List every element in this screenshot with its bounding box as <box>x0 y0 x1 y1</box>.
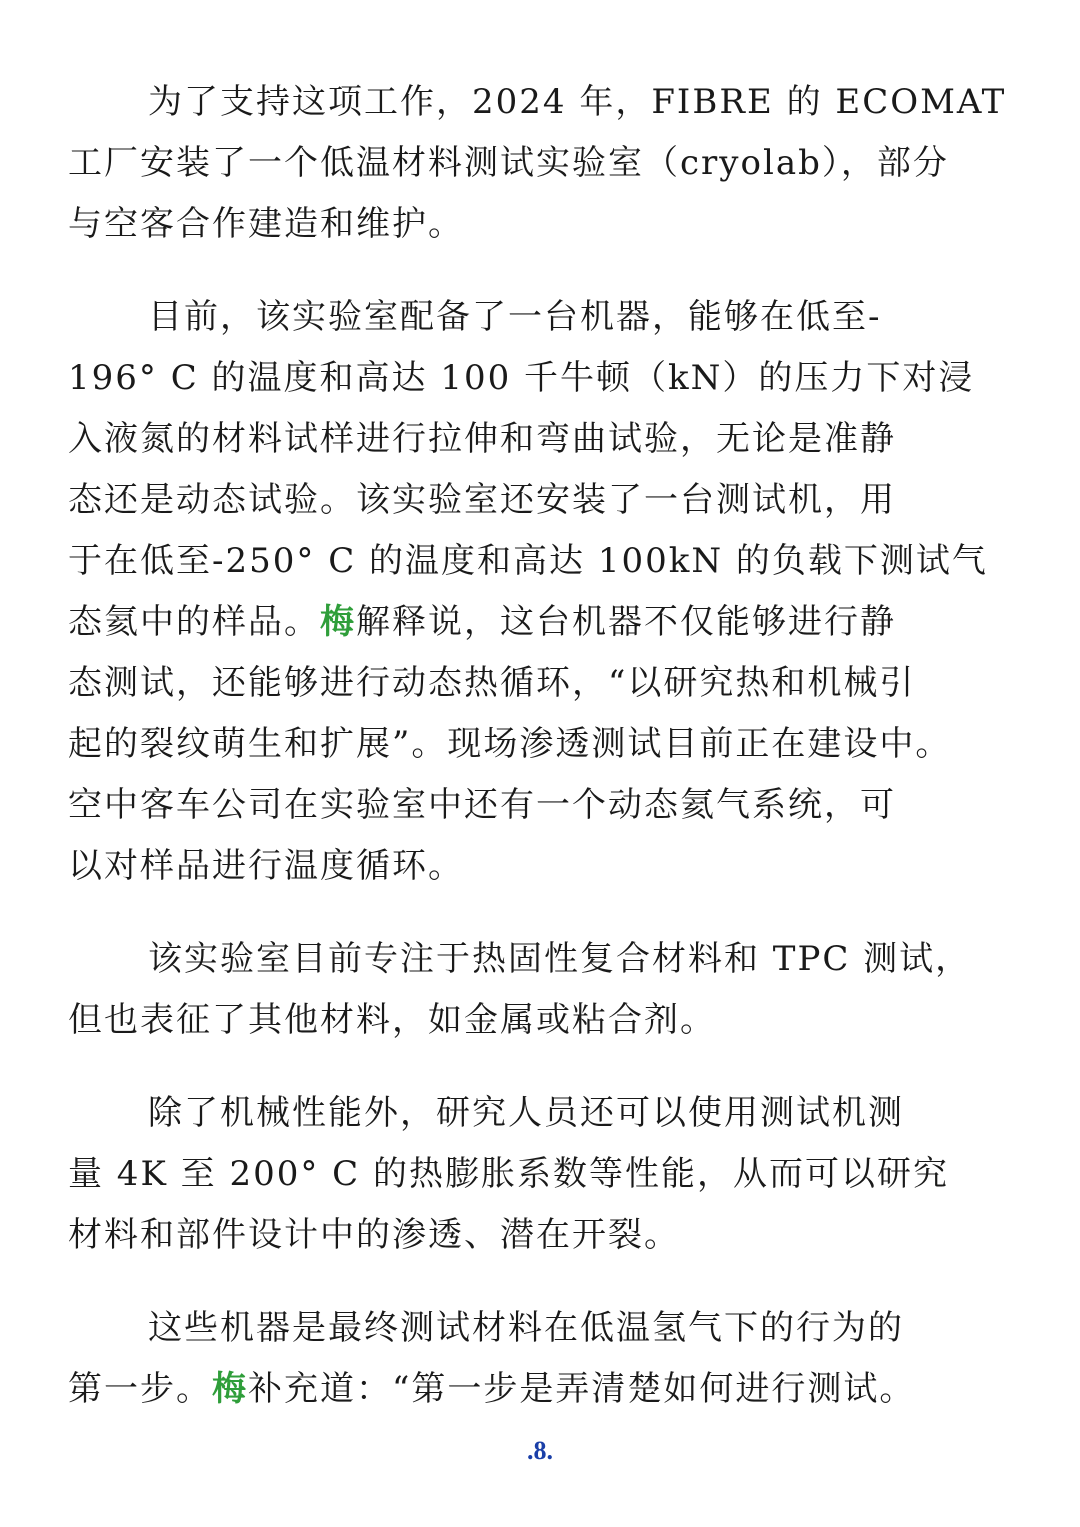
text-segment: 补充道：“第一步是弄清楚如何进行测试。 <box>248 1369 916 1409</box>
text-line: 空中客车公司在实验室中还有一个动态氦气系统，可 <box>68 785 896 825</box>
text-line: 这些机器是最终测试材料在低温氢气下的行为的 <box>148 1308 904 1348</box>
text-segment: 解释说，这台机器不仅能够进行静 <box>356 602 896 642</box>
paragraph-5 <box>68 1298 1016 1420</box>
text-line: 与空客合作建造和维护。 <box>68 204 464 244</box>
paragraph-3 <box>68 929 1016 1051</box>
text-line <box>68 592 1016 653</box>
text-line: 除了机械性能外，研究人员还可以使用测试机测 <box>148 1093 904 1133</box>
text-line: 以对样品进行温度循环。 <box>68 846 464 886</box>
paragraph-2 <box>68 287 1016 897</box>
text-line: 量 4K 至 200° C 的热膨胀系数等性能，从而可以研究 <box>68 1154 949 1194</box>
text-line: 但也表征了其他材料，如金属或粘合剂。 <box>68 1000 716 1040</box>
text-line: 于在低至-250° C 的温度和高达 100kN 的负载下测试气 <box>68 541 988 581</box>
text-line: 入液氮的材料试样进行拉伸和弯曲试验，无论是准静 <box>68 419 896 459</box>
text-line: 态还是动态试验。该实验室还安装了一台测试机，用 <box>68 480 896 520</box>
text-line: 该实验室目前专注于热固性复合材料和 TPC 测试， <box>148 939 972 979</box>
text-line: 材料和部件设计中的渗透、潜在开裂。 <box>68 1215 680 1255</box>
paragraph-1 <box>68 72 1016 255</box>
highlighted-name: 梅 <box>320 602 356 642</box>
text-line: 工厂安装了一个低温材料测试实验室（cryolab），部分 <box>68 143 949 183</box>
text-line: 为了支持这项工作，2024 年，FIBRE 的 ECOMAT <box>148 82 1007 122</box>
text-segment: 第一步。 <box>68 1369 212 1409</box>
paragraph-4 <box>68 1083 1016 1266</box>
text-line: 起的裂纹萌生和扩展”。现场渗透测试目前正在建设中。 <box>68 724 952 764</box>
text-line: 态测试，还能够进行动态热循环，“以研究热和机械引 <box>68 663 916 703</box>
text-line: 目前，该实验室配备了一台机器，能够在低至- <box>148 297 882 337</box>
text-line: 196° C 的温度和高达 100 千牛顿（kN）的压力下对浸 <box>68 358 975 398</box>
page-number: .8. <box>527 1436 553 1465</box>
article-body <box>68 72 1016 1452</box>
text-line <box>68 1359 1016 1420</box>
highlighted-name: 梅 <box>212 1369 248 1409</box>
text-segment: 态氦中的样品。 <box>68 602 320 642</box>
